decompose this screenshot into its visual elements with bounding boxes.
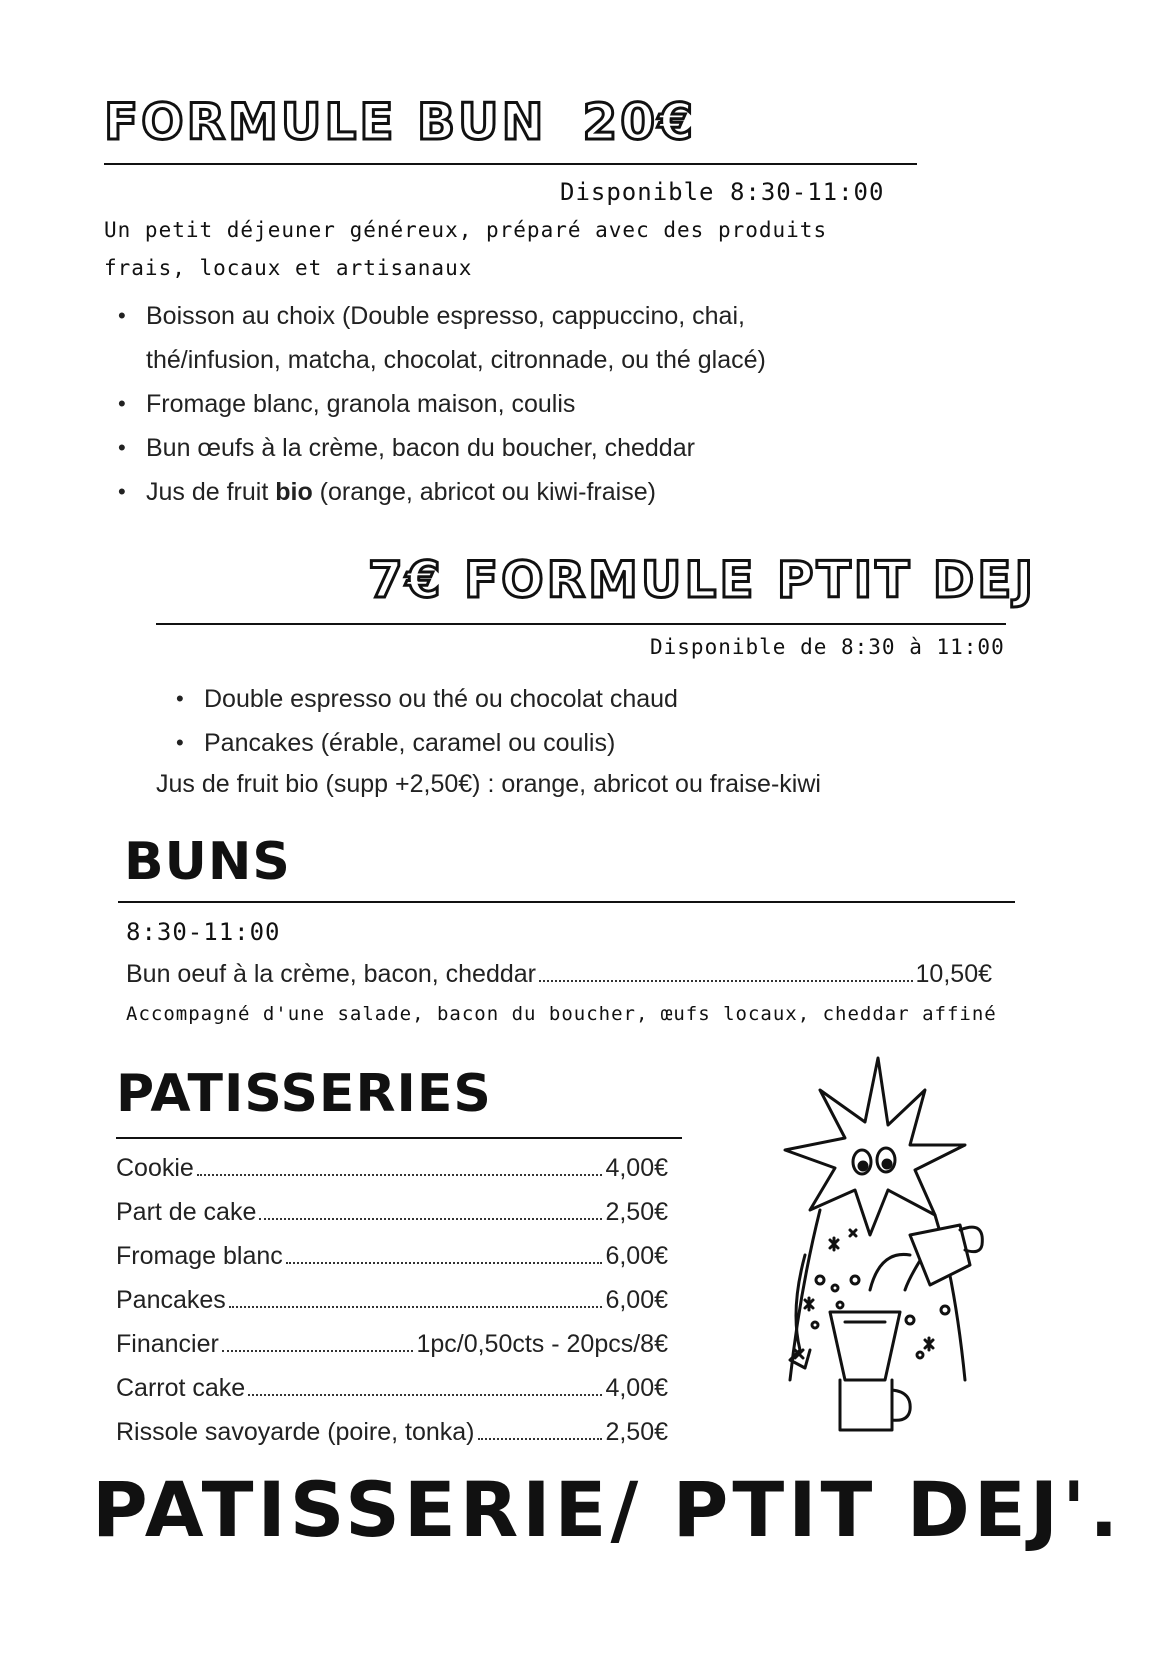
dot-leader (259, 1217, 602, 1220)
table-row: Pancakes 6,00€ (116, 1286, 668, 1314)
buns-hours: 8:30-11:00 (126, 918, 281, 946)
buns-item-row (126, 952, 992, 996)
table-row: Financier 1pc/0,50cts - 20pcs/8€ (116, 1330, 668, 1358)
dot-leader (539, 979, 913, 982)
dot-leader (286, 1261, 603, 1264)
list-item: • Fromage blanc, granola maison, coulis (108, 382, 988, 426)
list-item: • Jus de fruit bio (orange, abricot ou kiwi-fraise) (108, 470, 988, 514)
table-row: Part de cake 2,50€ (116, 1198, 668, 1226)
formule-bun-description-2: frais, locaux et artisanaux (104, 256, 473, 280)
formule-bun-availability: Disponible 8:30-11:00 (560, 178, 885, 206)
table-row: Cookie 4,00€ (116, 1154, 668, 1182)
formule-bun-title: FORMULE BUN 20€ (104, 93, 696, 151)
patisseries-divider (116, 1137, 682, 1139)
list-item: • Boisson au choix (Double espresso, cappuccino, chai, thé/infusion, matcha, chocolat, citronnade, ou thé glacé) (108, 294, 988, 382)
list-item: • Bun œufs à la crème, bacon du boucher, cheddar (108, 426, 988, 470)
list-item: • Pancakes (érable, caramel ou coulis) (166, 721, 986, 765)
dot-leader (229, 1305, 603, 1308)
patisseries-title: PATISSERIES (116, 1064, 492, 1124)
buns-item-name: Bun oeuf à la crème, bacon, cheddar (126, 960, 536, 988)
formule-ptit-dej-list (166, 677, 986, 765)
dot-leader (248, 1393, 602, 1396)
buns-title: BUNS (124, 832, 291, 892)
buns-item-price: 10,50€ (915, 960, 992, 988)
dot-leader (197, 1173, 603, 1176)
formule-ptit-dej-extra: Jus de fruit bio (supp +2,50€) : orange, abricot ou fraise-kiwi (156, 770, 821, 798)
table-row: Rissole savoyarde (poire, tonka) 2,50€ (116, 1418, 668, 1446)
list-item: • Double espresso ou thé ou chocolat chaud (166, 677, 986, 721)
formule-ptit-dej-availability: Disponible de 8:30 à 11:00 (650, 635, 1005, 659)
table-row: Fromage blanc 6,00€ (116, 1242, 668, 1270)
formule-ptit-dej-title: 7€ FORMULE PTIT DEJ (368, 551, 1037, 609)
dot-leader (478, 1437, 603, 1440)
formule-bun-description-1: Un petit déjeuner généreux, préparé avec des produits (104, 218, 828, 242)
formule-ptit-dej-divider (156, 623, 1006, 625)
formule-bun-divider (104, 163, 917, 165)
buns-divider (118, 901, 1015, 903)
patisseries-list (116, 1146, 668, 1454)
formule-bun-price: 20€ (582, 93, 696, 151)
star-character-pour-over-icon (760, 1050, 1000, 1450)
dot-leader (222, 1349, 414, 1352)
table-row: Carrot cake 4,00€ (116, 1374, 668, 1402)
formule-bun-list (108, 294, 988, 514)
buns-item-note: Accompagné d'une salade, bacon du boucher, œufs locaux, cheddar affiné (126, 1003, 997, 1025)
footer-title: PATISSERIE/ PTIT DEJ'. (92, 1465, 1123, 1554)
